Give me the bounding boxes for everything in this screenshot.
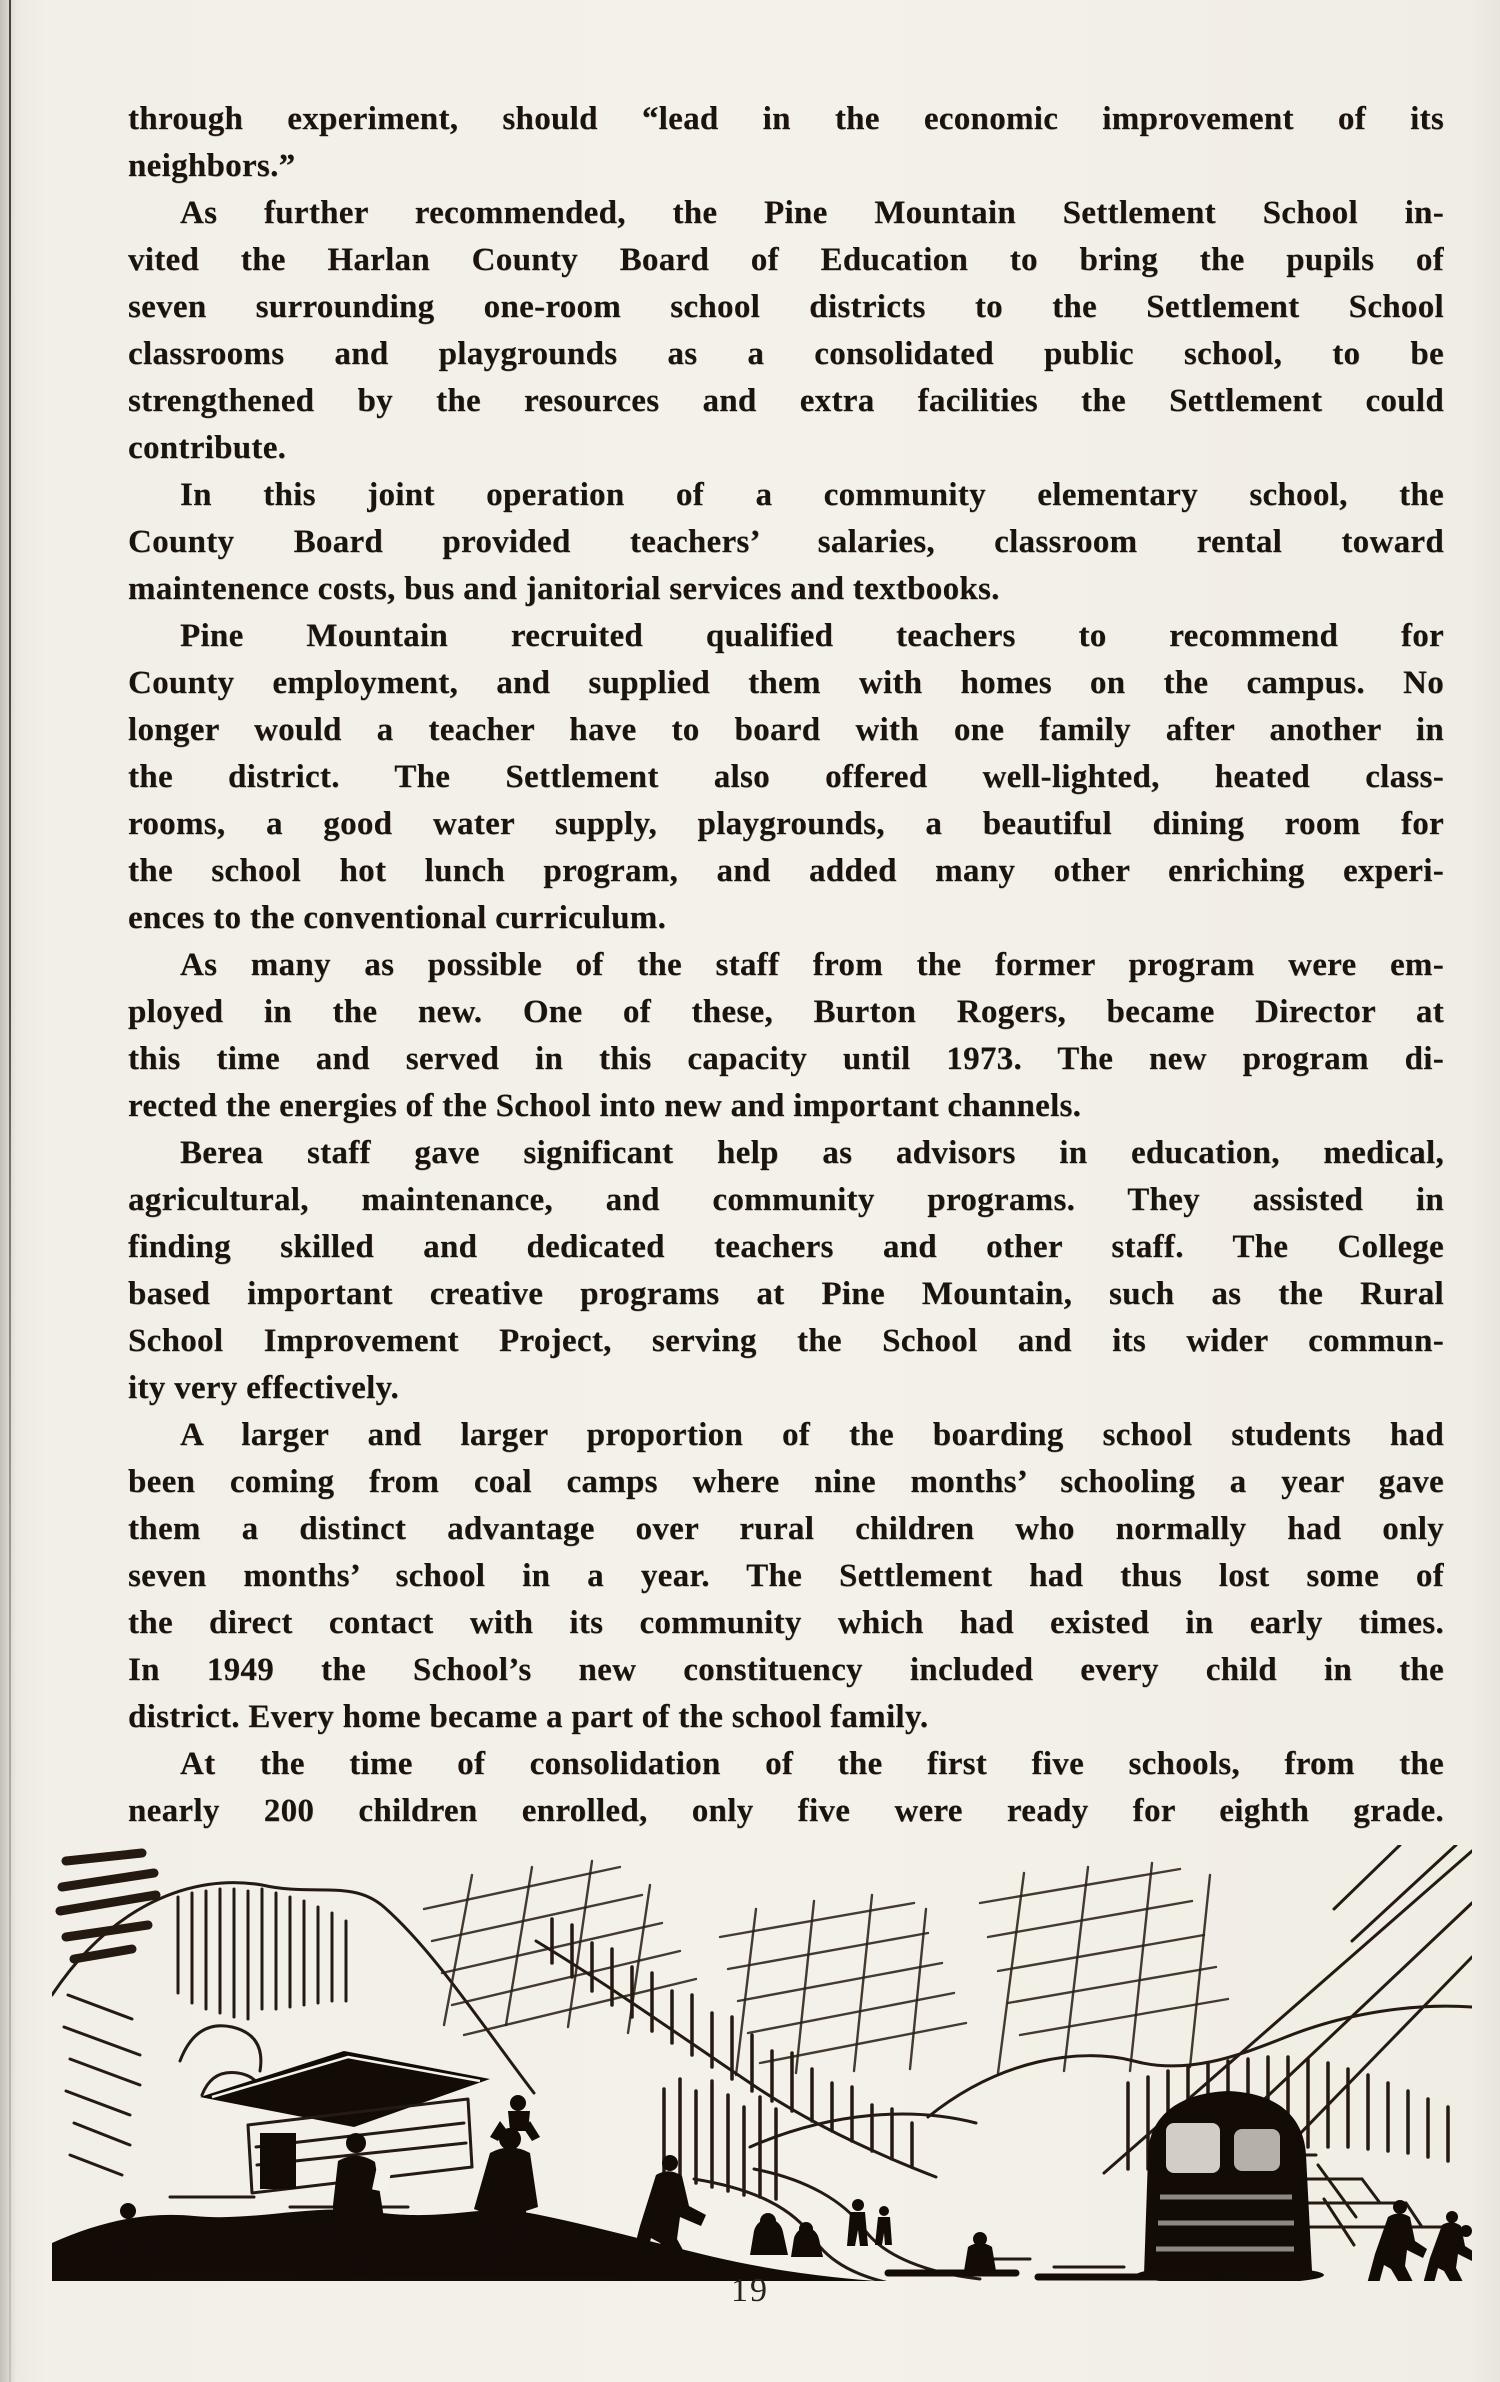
- page-text: [128, 96, 1444, 1835]
- text-line: contribute.: [128, 430, 287, 466]
- paragraph-3: [128, 472, 1444, 613]
- paragraph-6: [128, 1130, 1444, 1412]
- text-line: In 1949 the School’s new constituency included every child in the: [128, 1652, 1444, 1688]
- text-line: based important creative programs at Pine Mountain, such as the Rural: [128, 1276, 1444, 1312]
- landscape-illustration: [52, 1845, 1472, 2281]
- text-line: maintenence costs, bus and janitorial services and textbooks.: [128, 571, 1000, 607]
- text-line: the district. The Settlement also offered well-lighted, heated class-: [128, 759, 1444, 795]
- paragraph-8: [128, 1741, 1444, 1835]
- text-line: ity very effectively.: [128, 1370, 400, 1406]
- text-line: ployed in the new. One of these, Burton Rogers, became Director at: [128, 994, 1444, 1030]
- text-line: longer would a teacher have to board with one family after another in: [128, 712, 1444, 748]
- paragraph-5: [128, 942, 1444, 1130]
- paragraph-1: [128, 96, 1444, 190]
- text-line: vited the Harlan County Board of Education to bring the pupils of: [128, 242, 1444, 278]
- text-line: the school hot lunch program, and added many other enriching experi-: [128, 853, 1444, 889]
- text-line: through experiment, should “lead in the economic improvement of its: [128, 101, 1444, 137]
- text-line: strengthened by the resources and extra facilities the Settlement could: [128, 383, 1444, 419]
- text-line: As further recommended, the Pine Mountain Settlement School in-: [180, 195, 1444, 231]
- valley-trees-drawing: [536, 1919, 936, 2199]
- text-line: seven surrounding one-room school districts to the Settlement School: [128, 289, 1444, 325]
- text-line: In this joint operation of a community elementary school, the: [180, 477, 1444, 513]
- text-line: classrooms and playgrounds as a consolidated public school, to be: [128, 336, 1444, 372]
- text-line: rooms, a good water supply, playgrounds, a beautiful dining room for: [128, 806, 1444, 842]
- page-number: 19: [731, 2272, 769, 2309]
- paragraph-4: [128, 613, 1444, 942]
- text-line: County Board provided teachers’ salaries, classroom rental toward: [128, 524, 1444, 560]
- text-line: seven months’ school in a year. The Settlement had thus lost some of: [128, 1558, 1444, 1594]
- text-line: rected the energies of the School into new and important channels.: [128, 1088, 1082, 1124]
- text-line: County employment, and supplied them with homes on the campus. No: [128, 665, 1444, 701]
- paragraph-2: [128, 190, 1444, 472]
- field-crosshatch-drawing: [424, 1861, 1228, 2075]
- text-line: Berea staff gave significant help as advisors in education, medical,: [180, 1135, 1444, 1171]
- school-bus-drawing: [1136, 2091, 1356, 2281]
- text-line: the direct contact with its community which had existed in early times.: [128, 1605, 1444, 1641]
- text-line: Pine Mountain recruited qualified teachers to recommend for: [180, 618, 1444, 654]
- text-line: finding skilled and dedicated teachers and other staff. The College: [128, 1229, 1444, 1265]
- text-line: this time and served in this capacity until 1973. The new program di-: [128, 1041, 1444, 1077]
- scan-edge-line: [9, 0, 11, 2382]
- text-line: them a distinct advantage over rural children who normally had only: [128, 1511, 1444, 1547]
- text-line: A larger and larger proportion of the boarding school students had: [180, 1417, 1444, 1453]
- text-line: nearly 200 children enrolled, only five were ready for eighth grade.: [128, 1793, 1444, 1829]
- text-line: At the time of consolidation of the first five schools, from the: [180, 1746, 1444, 1782]
- text-line: As many as possible of the staff from the former program were em-: [180, 947, 1444, 983]
- landscape-illustration-svg: [52, 1845, 1472, 2281]
- text-line: been coming from coal camps where nine months’ schooling a year gave: [128, 1464, 1444, 1500]
- text-line: district. Every home became a part of the school family.: [128, 1699, 929, 1735]
- paragraph-7: [128, 1412, 1444, 1741]
- text-line: ences to the conventional curriculum.: [128, 900, 667, 936]
- text-line: agricultural, maintenance, and community programs. They assisted in: [128, 1182, 1444, 1218]
- text-line: School Improvement Project, serving the School and its wider commun-: [128, 1323, 1444, 1359]
- text-line: neighbors.”: [128, 148, 296, 184]
